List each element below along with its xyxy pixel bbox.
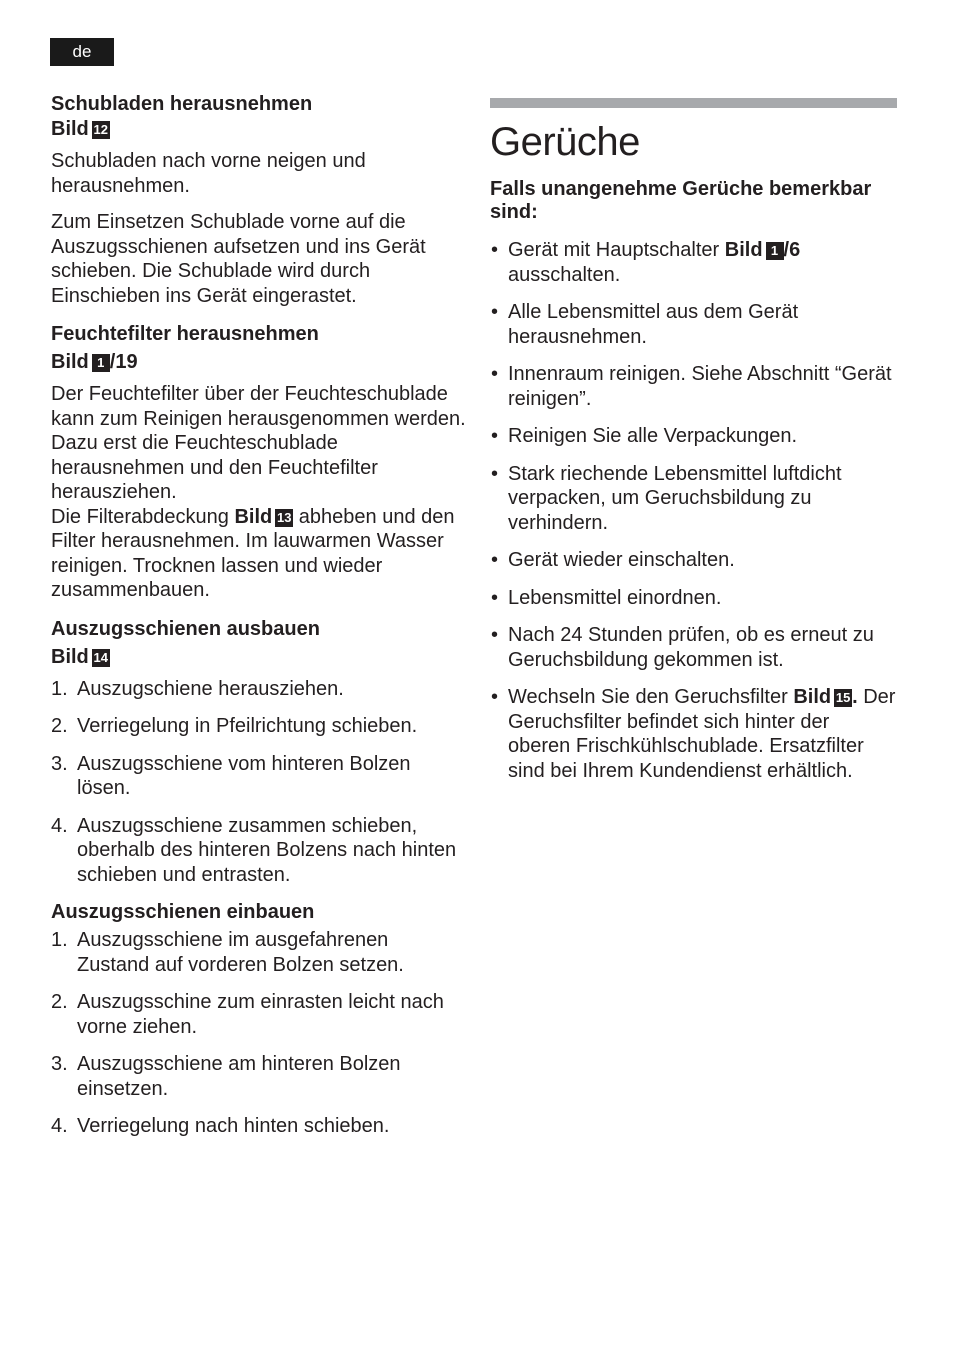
step-text: Auszugschiene herausziehen. bbox=[77, 677, 344, 700]
bild-label: Bild bbox=[234, 505, 273, 528]
figure-suffix: . bbox=[852, 686, 858, 708]
figure-number-badge: 1 bbox=[92, 354, 110, 372]
section-rails-removal bbox=[51, 617, 466, 888]
step-list bbox=[51, 928, 466, 1139]
paragraph: Zum Einsetzen Schublade vorne auf die Auszugsschienen aufsetzen und ins Gerät schieben. Die Schublade wird durch Einschieben ins Gerät eingerastet. bbox=[51, 211, 426, 307]
list-item bbox=[490, 300, 897, 349]
bild-label: Bild bbox=[724, 239, 763, 261]
list-item bbox=[490, 424, 897, 449]
list-item bbox=[490, 623, 897, 672]
list-item bbox=[490, 685, 897, 783]
bullet-list bbox=[490, 238, 897, 783]
list-item bbox=[51, 814, 466, 888]
step-number: 3. bbox=[51, 1053, 68, 1075]
step-text: Auszugsschiene im ausgefahrenen Zustand auf vorderen Bolzen setzen. bbox=[77, 929, 404, 976]
text: ausschalten. bbox=[508, 263, 621, 286]
list-item bbox=[490, 238, 897, 287]
bullet-mark: • bbox=[491, 301, 499, 323]
bullet-mark: • bbox=[491, 686, 499, 708]
paragraph: Schubladen nach vorne neigen und herausnehmen. bbox=[51, 150, 366, 197]
text: Die Filterabdeckung bbox=[51, 505, 229, 528]
bullet-mark: • bbox=[491, 586, 499, 609]
figure-number-badge: 14 bbox=[93, 649, 109, 665]
step-number: 4. bbox=[51, 814, 68, 837]
step-text: Auszugsschiene am hinteren Bolzen einsetzen. bbox=[77, 1053, 401, 1100]
language-tag: de bbox=[50, 38, 114, 66]
left-column bbox=[51, 92, 466, 1152]
bullet-mark: • bbox=[491, 462, 499, 485]
list-item bbox=[51, 990, 466, 1039]
list-item bbox=[490, 462, 897, 536]
figure-reference bbox=[51, 350, 466, 375]
bullet-mark: • bbox=[491, 239, 499, 261]
bullet-mark: • bbox=[491, 425, 499, 447]
step-list bbox=[51, 677, 466, 888]
paragraph: Der Feuchtefilter über der Feuchteschublade kann zum Reinigen herausgenommen werden. Dazu erst die Feuchteschublade herausnehmen und den Feuchtefilter herausziehen. bbox=[51, 383, 466, 503]
step-number: 1. bbox=[51, 929, 68, 951]
section-remove-drawers bbox=[51, 92, 466, 308]
figure-number-badge: 15 bbox=[835, 690, 851, 705]
list-item bbox=[51, 714, 466, 739]
text: Gerät wieder einschalten. bbox=[508, 549, 735, 571]
step-number: 4. bbox=[51, 1115, 68, 1137]
section-heading: Auszugsschienen einbauen bbox=[51, 901, 315, 923]
list-item bbox=[51, 1052, 466, 1101]
subheading: Falls unangenehme Gerüche bemerkbar sind: bbox=[490, 178, 872, 223]
section-heading: Schubladen herausnehmen bbox=[51, 93, 313, 115]
figure-reference bbox=[51, 117, 466, 142]
list-item bbox=[51, 928, 466, 977]
figure-number-badge: 13 bbox=[276, 509, 292, 525]
step-text: Auszugsschine zum einrasten leicht nach vorne ziehen. bbox=[77, 991, 444, 1038]
section-heading: Feuchtefilter herausnehmen bbox=[51, 323, 319, 345]
figure-suffix: /6 bbox=[783, 239, 801, 261]
text: Wechseln Sie den Geruchsfilter bbox=[508, 686, 788, 708]
list-item bbox=[490, 548, 897, 573]
section-rails-installation bbox=[51, 900, 466, 1139]
step-text: Auszugsschiene vom hinteren Bolzen lösen. bbox=[77, 752, 411, 799]
figure-number-badge: 1 bbox=[766, 242, 784, 260]
bullet-mark: • bbox=[491, 363, 499, 385]
bullet-mark: • bbox=[491, 624, 499, 646]
list-item bbox=[51, 1114, 466, 1139]
step-number: 3. bbox=[51, 752, 68, 775]
paragraph bbox=[51, 505, 466, 603]
step-text: Verriegelung in Pfeilrichtung schieben. bbox=[77, 715, 418, 737]
text: Gerät mit Hauptschalter bbox=[508, 239, 720, 261]
section-heading: Auszugsschienen ausbauen bbox=[51, 617, 320, 640]
bild-label: Bild bbox=[51, 351, 89, 373]
figure-number-badge: 12 bbox=[93, 122, 109, 137]
text: Stark riechende Lebensmittel luftdicht verpacken, um Geruchsbildung zu verhindern. bbox=[508, 462, 842, 534]
bild-label: Bild bbox=[51, 118, 89, 140]
step-text: Auszugsschiene zusammen schieben, oberhalb des hinteren Bolzens nach hinten schieben und entrasten. bbox=[77, 814, 457, 886]
right-column bbox=[490, 92, 897, 796]
section-remove-humidity-filter bbox=[51, 322, 466, 603]
step-number: 2. bbox=[51, 715, 68, 737]
figure-suffix: /19 bbox=[109, 351, 138, 373]
section-rule bbox=[490, 98, 897, 108]
figure-reference bbox=[51, 645, 466, 670]
text: Reinigen Sie alle Verpackungen. bbox=[508, 425, 798, 447]
text: Innenraum reinigen. Siehe Abschnitt “Gerät reinigen”. bbox=[508, 363, 892, 410]
bild-label: Bild bbox=[793, 686, 832, 708]
text: Nach 24 Stunden prüfen, ob es erneut zu Geruchsbildung gekommen ist. bbox=[508, 624, 874, 671]
list-item bbox=[490, 362, 897, 411]
bullet-mark: • bbox=[491, 549, 499, 571]
page-title: Gerüche bbox=[490, 120, 640, 164]
list-item bbox=[490, 586, 897, 611]
bild-label: Bild bbox=[51, 645, 89, 668]
text: Der Geruchsfilter befindet sich hinter der oberen Frischkühlschublade. Ersatzfilter sind bei Ihrem Kundendienst erhältlich. bbox=[508, 686, 896, 782]
step-number: 2. bbox=[51, 991, 68, 1013]
list-item bbox=[51, 677, 466, 702]
text: Lebensmittel einordnen. bbox=[508, 586, 722, 609]
text: Alle Lebensmittel aus dem Gerät herausnehmen. bbox=[508, 301, 799, 348]
text: abheben und den Filter herausnehmen. Im lauwarmen Wasser reinigen. Trocknen lassen und wieder zusammenbauen. bbox=[51, 505, 455, 601]
step-number: 1. bbox=[51, 677, 68, 700]
list-item bbox=[51, 752, 466, 801]
step-text: Verriegelung nach hinten schieben. bbox=[77, 1115, 390, 1137]
